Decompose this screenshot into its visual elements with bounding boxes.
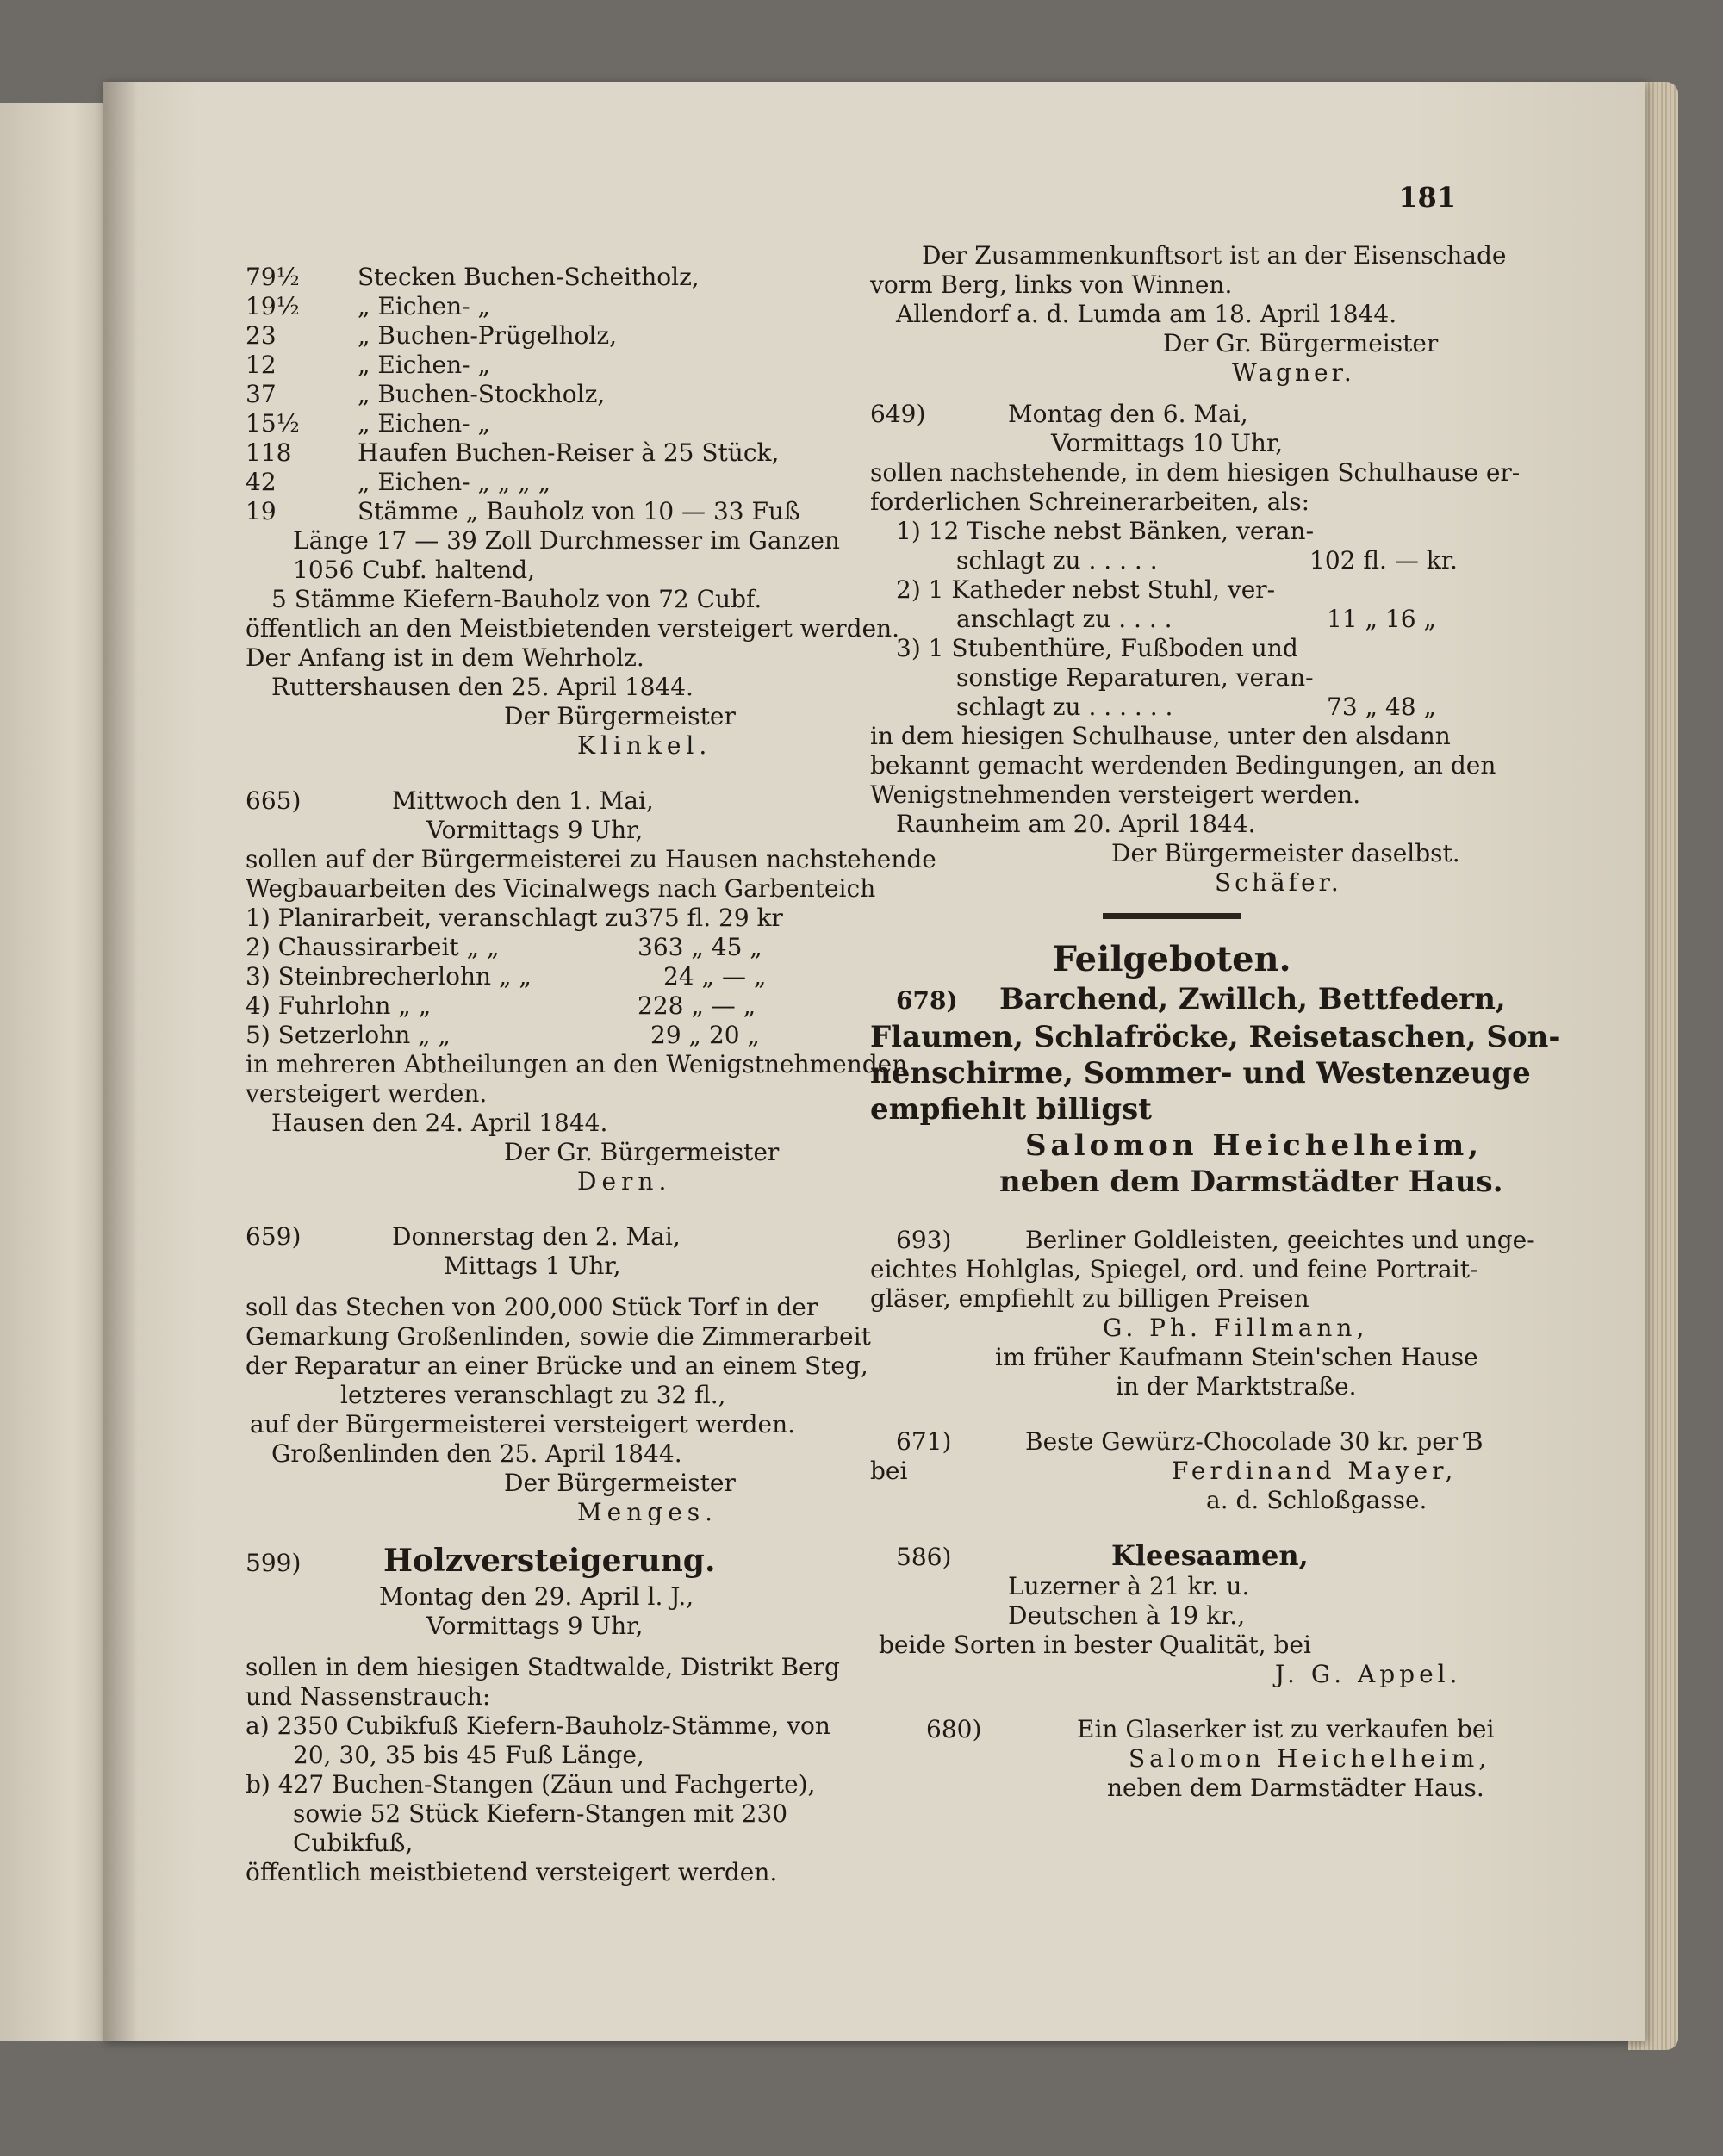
- wood-desc: Stämme „ Bauholz von 10 — 33 Fuß: [358, 497, 800, 525]
- ad-line: gläser, empfiehlt zu billigen Preisen: [870, 1284, 1309, 1313]
- ad-line: Ein Glaserker ist zu verkaufen bei: [1077, 1715, 1495, 1743]
- text-line: sollen in dem hiesigen Stadtwalde, Distrikt Berg: [246, 1653, 840, 1681]
- text-line: öffentlich meistbietend versteigert werden.: [246, 1858, 778, 1886]
- wood-desc: „ Eichen- „: [358, 351, 490, 379]
- item-line: anschlagt zu . . . .: [956, 605, 1173, 633]
- signature-title: Der Gr. Bürgermeister: [1163, 329, 1439, 357]
- text-line: 5 Stämme Kiefern-Bauholz von 72 Cubf.: [271, 585, 762, 613]
- wood-qty: 19½: [246, 292, 300, 320]
- text-line: versteigert werden.: [246, 1079, 488, 1108]
- facing-page-edge: [0, 103, 121, 2041]
- wood-desc: „ Buchen-Prügelholz,: [358, 321, 617, 350]
- text-line: vorm Berg, links von Winnen.: [870, 270, 1233, 299]
- notice-671: [870, 1427, 1484, 1515]
- wood-qty: 118: [246, 438, 292, 467]
- notice-649: [870, 400, 1521, 898]
- ad-line: Flaumen, Schlafröcke, Reisetaschen, Son-: [870, 1020, 1561, 1054]
- notice-heading: Kleesaamen,: [1111, 1539, 1309, 1572]
- item-label: 3) Steinbrecherlohn „ „: [246, 962, 532, 991]
- item-fl: 29 „: [650, 1021, 702, 1049]
- wood-qty: 23: [246, 321, 277, 350]
- section-heading: Feilgeboten.: [1052, 939, 1291, 979]
- item-label: 2) Chaussirarbeit „ „: [246, 933, 500, 961]
- wood-desc: „ Eichen- „: [358, 409, 490, 438]
- wood-qty: 79½: [246, 263, 300, 291]
- text-line: bekannt gemacht werdenden Bedingungen, an den: [870, 751, 1496, 780]
- text-line: letzteres veranschlagt zu 32 fl.,: [340, 1381, 726, 1409]
- item-line: schlagt zu . . . . .: [956, 546, 1158, 575]
- notice-number: 649): [870, 400, 926, 428]
- item-kr: 48 „: [1384, 693, 1436, 721]
- ad-line: eichtes Hohlglas, Spiegel, ord. und feine Portrait-: [870, 1255, 1478, 1283]
- text-line: Ruttershausen den 25. April 1844.: [271, 673, 694, 701]
- item-kr: 45 „: [711, 933, 762, 961]
- notice-date: Montag den 29. April l. J.,: [379, 1582, 694, 1611]
- signature-title: Der Bürgermeister: [504, 702, 736, 730]
- ad-line: Deutschen à 19 kr.,: [1008, 1601, 1246, 1630]
- wood-desc: „ Buchen-Stockholz,: [358, 380, 606, 408]
- text-line: b) 427 Buchen-Stangen (Zäun und Fachgerte),: [246, 1770, 816, 1799]
- item-line: 3) 1 Stubenthüre, Fußboden und: [896, 634, 1298, 662]
- notice-number: 586): [896, 1543, 952, 1571]
- notice-heading: Holzversteigerung.: [383, 1543, 716, 1579]
- notice-time: Vormittags 10 Uhr,: [1051, 429, 1284, 457]
- merchant-address: neben dem Darmstädter Haus.: [1107, 1774, 1484, 1802]
- ad-line: Beste Gewürz-Chocolade 30 kr. per Ɓ: [1025, 1427, 1484, 1456]
- item-label: 1) Planirarbeit, veranschlagt zu: [246, 904, 634, 932]
- text-line: 20, 30, 35 bis 45 Fuß Länge,: [293, 1741, 644, 1769]
- ad-line: nenschirme, Sommer- und Westenzeuge: [870, 1056, 1531, 1090]
- signature-title: Der Bürgermeister: [504, 1469, 736, 1497]
- page-gutter-shadow: [103, 82, 138, 2041]
- item-fl: 73 „: [1327, 693, 1378, 721]
- item-label: 4) Fuhrlohn „ „: [246, 991, 432, 1020]
- wood-qty: 37: [246, 380, 277, 408]
- signature-name: Menges.: [577, 1498, 718, 1526]
- wood-list: [246, 263, 849, 526]
- text-line: Der Anfang ist in dem Wehrholz.: [246, 643, 644, 672]
- notice-680: [870, 1715, 1495, 1803]
- text-line: Länge 17 — 39 Zoll Durchmesser im Ganzen: [293, 526, 840, 555]
- text-line: a) 2350 Cubikfuß Kiefern-Bauholz-Stämme, von: [246, 1712, 830, 1740]
- notice-659: [246, 1222, 871, 1527]
- ad-line: bei: [870, 1457, 908, 1485]
- wood-desc: Stecken Buchen-Scheitholz,: [358, 263, 700, 291]
- text-line: Wegbauarbeiten des Vicinalwegs nach Garbenteich: [246, 874, 876, 903]
- wood-qty: 15½: [246, 409, 300, 438]
- merchant-address: im früher Kaufmann Stein'schen Hause: [995, 1343, 1478, 1371]
- item-fl: 228 „: [638, 991, 704, 1020]
- section-divider: [1103, 913, 1241, 919]
- notice-number: 665): [246, 786, 302, 815]
- item-line: schlagt zu . . . . . .: [956, 693, 1173, 721]
- ad-line: Barchend, Zwillch, Bettfedern,: [999, 982, 1506, 1016]
- text-line: soll das Stechen von 200,000 Stück Torf in der: [246, 1293, 818, 1321]
- item-kr: — „: [721, 962, 767, 991]
- text-line: Cubikfuß,: [293, 1829, 414, 1857]
- signature-name: Klinkel.: [577, 731, 712, 760]
- notice-date: Montag den 6. Mai,: [1008, 400, 1248, 428]
- text-line: Großenlinden den 25. April 1844.: [271, 1439, 682, 1468]
- wood-desc: „ Eichen- „: [358, 292, 490, 320]
- merchant-address: a. d. Schloßgasse.: [1206, 1486, 1428, 1514]
- page-number: 181: [1398, 181, 1456, 214]
- merchant-name: J. G. Appel.: [1275, 1660, 1462, 1688]
- notice-number: 680): [926, 1715, 982, 1743]
- item-line: sonstige Reparaturen, veran-: [956, 663, 1314, 692]
- item-label: 5) Setzerlohn „ „: [246, 1021, 451, 1049]
- text-line: sollen auf der Bürgermeisterei zu Hausen nachstehende: [246, 845, 936, 873]
- merchant-name: Ferdinand Mayer,: [1172, 1457, 1458, 1485]
- text-line: Hausen den 24. April 1844.: [271, 1109, 608, 1137]
- merchant-name: Salomon Heichelheim,: [1025, 1128, 1484, 1163]
- merchant-address: in der Marktstraße.: [1116, 1372, 1357, 1401]
- wood-qty: 19: [246, 497, 277, 525]
- notice-number: 659): [246, 1222, 302, 1251]
- wood-desc: Haufen Buchen-Reiser à 25 Stück,: [358, 438, 780, 467]
- signature-name: Wagner.: [1232, 358, 1355, 387]
- text-line: Gemarkung Großenlinden, sowie die Zimmerarbeit: [246, 1322, 871, 1351]
- notice-number: 671): [896, 1427, 952, 1456]
- wood-desc: „ Eichen- „ „ „ „: [358, 468, 551, 496]
- text-line: und Nassenstrauch:: [246, 1682, 491, 1711]
- wood-qty: 12: [246, 351, 277, 379]
- text-line: in dem hiesigen Schulhause, unter den alsdann: [870, 722, 1451, 750]
- right-column: [870, 241, 1561, 1803]
- notice-number: 678): [896, 986, 958, 1015]
- notice-693: [870, 1226, 1535, 1401]
- notice-date: Donnerstag den 2. Mai,: [392, 1222, 681, 1251]
- item-line: 2) 1 Katheder nebst Stuhl, ver-: [896, 575, 1276, 604]
- item-kr: 29 kr: [718, 904, 783, 932]
- item-fl: 24 „: [663, 962, 715, 991]
- ad-line: Berliner Goldleisten, geeichtes und unge-: [1025, 1226, 1535, 1254]
- item-kr: — kr.: [1394, 546, 1458, 575]
- text-line: in mehreren Abtheilungen an den Wenigstnehmenden: [246, 1050, 908, 1078]
- notice-time: Vormittags 9 Uhr,: [426, 816, 644, 844]
- text-line: sowie 52 Stück Kiefern-Stangen mit 230: [293, 1799, 788, 1828]
- signature-name: Schäfer.: [1215, 868, 1342, 897]
- ad-line: Luzerner à 21 kr. u.: [1008, 1572, 1250, 1600]
- notice-678: [870, 981, 1561, 1200]
- text-line: Wenigstnehmenden versteigert werden.: [870, 780, 1361, 809]
- text-line: 1056 Cubf. haltend,: [293, 556, 536, 584]
- item-fl: 102 fl.: [1309, 546, 1387, 575]
- item-kr: 20 „: [708, 1021, 760, 1049]
- text-line: öffentlich an den Meistbietenden versteigert werden.: [246, 614, 900, 643]
- item-fl: 11 „: [1327, 605, 1378, 633]
- notice-time: Mittags 1 Uhr,: [444, 1252, 621, 1280]
- merchant-name: G. Ph. Fillmann,: [1103, 1314, 1369, 1342]
- signature-title: Der Gr. Bürgermeister: [504, 1138, 780, 1166]
- text-line: forderlichen Schreinerarbeiten, als:: [870, 488, 1310, 516]
- text-line: Der Zusammenkunftsort ist an der Eisenschade: [922, 241, 1507, 270]
- notice-time: Vormittags 9 Uhr,: [426, 1612, 644, 1640]
- item-kr: 16 „: [1384, 605, 1436, 633]
- item-line: 1) 12 Tische nebst Bänken, veran-: [896, 517, 1315, 545]
- notice-number: 599): [246, 1549, 302, 1577]
- signature-title: Der Bürgermeister daselbst.: [1111, 839, 1460, 867]
- signature-name: Dern.: [577, 1167, 672, 1196]
- notice-586: [870, 1541, 1473, 1689]
- text-line: sollen nachstehende, in dem hiesigen Schulhause er-: [870, 458, 1521, 487]
- merchant-name: Salomon Heichelheim,: [1129, 1744, 1491, 1773]
- item-fl: 363 „: [638, 933, 704, 961]
- notice-599: [246, 1539, 849, 1887]
- item-fl: 375 fl.: [633, 904, 712, 932]
- notice-date: Mittwoch den 1. Mai,: [392, 786, 654, 815]
- notice-number: 693): [896, 1226, 952, 1254]
- ad-line: empfiehlt billigst: [870, 1092, 1152, 1127]
- text-line: Raunheim am 20. April 1844.: [896, 810, 1256, 838]
- item-kr: — „: [711, 991, 756, 1020]
- text-line: Allendorf a. d. Lumda am 18. April 1844.: [896, 300, 1397, 328]
- wood-qty: 42: [246, 468, 277, 496]
- text-line: der Reparatur an einer Brücke und an einem Steg,: [246, 1351, 868, 1380]
- ad-line: beide Sorten in bester Qualität, bei: [879, 1631, 1311, 1659]
- text-line: auf der Bürgermeisterei versteigert werden.: [250, 1410, 796, 1438]
- merchant-address: neben dem Darmstädter Haus.: [999, 1165, 1503, 1199]
